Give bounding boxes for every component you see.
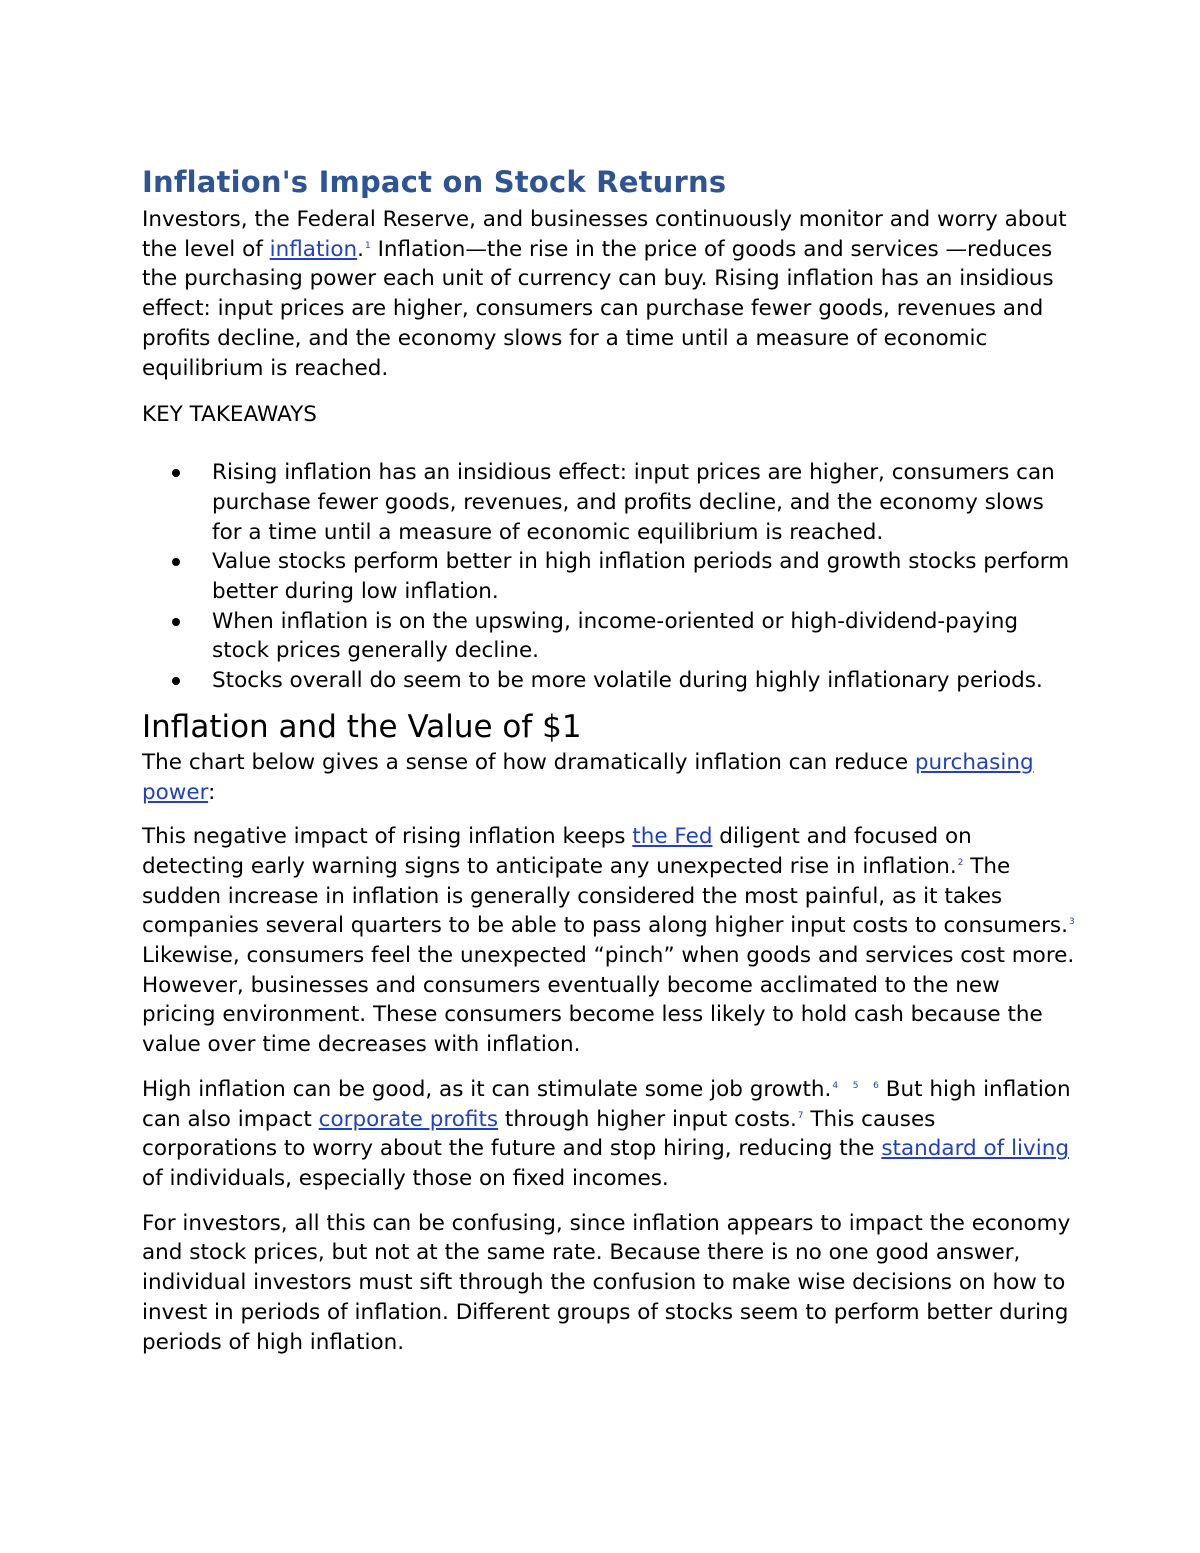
bullet-icon bbox=[172, 618, 180, 626]
intro-text-1: Investors, the Federal Reserve, and businesses continuously monitor and worry about the level of bbox=[142, 207, 1067, 262]
purchasing-power-link[interactable]: purchasing power bbox=[142, 749, 1034, 805]
investors-paragraph: For investors, all this can be confusing, since inflation appears to impact the economy and stock prices, but not at the same rate. Because there is no one good answer, individual investors must sift through the confusion to make wise decisions on how to invest in periods of inflation. Different groups of stocks seem to perform better during periods of high inflation. bbox=[142, 1210, 1071, 1355]
bullet-icon bbox=[172, 469, 180, 477]
bullet-icon bbox=[172, 558, 180, 566]
key-takeaways-label: KEY TAKEAWAYS bbox=[142, 402, 317, 428]
fed-text-2: diligent and focused on detecting early warning signs to anticipate any unexpected rise in inflation. bbox=[142, 824, 972, 879]
job-text-1: High inflation can be good, as it can stimulate some job growth. bbox=[142, 1076, 832, 1102]
intro-paragraph bbox=[142, 205, 1077, 383]
footnote-ref-4[interactable]: 4 bbox=[832, 1080, 839, 1091]
takeaway-item bbox=[142, 547, 1077, 606]
job-text-4: This causes corporations to worry about the future and stop hiring, reducing the bbox=[142, 1106, 936, 1162]
footnote-ref-3[interactable]: 3 bbox=[1068, 917, 1075, 928]
corporate-profits-link[interactable]: corporate profits bbox=[318, 1106, 499, 1132]
document-page bbox=[142, 163, 1077, 1357]
footnote-ref-5[interactable]: 5 bbox=[852, 1080, 859, 1091]
chart-intro-text-1: The chart below gives a sense of how dramatically inflation can reduce bbox=[142, 749, 915, 775]
intro-text-3: Inflation—the rise in the price of goods and services —reduces the purchasing power each unit of currency can buy. Rising inflation has an insidious effect: input prices are higher, consumers can purchase fewer goods, revenues and profits decline, and the economy slows for a time until a measure of economic equilibrium is reached. bbox=[142, 236, 1054, 381]
job-growth-paragraph bbox=[142, 1075, 1077, 1194]
fed-text-4: Likewise, consumers feel the unexpected “pinch” when goods and services cost more. However, businesses and consumers eventually become acclimated to the new pricing environment. These consumers become less likely to hold cash because the value over time decreases with inflation. bbox=[142, 943, 1075, 1058]
article-title: Inflation's Impact on Stock Returns bbox=[142, 165, 727, 199]
chart-intro-paragraph bbox=[142, 748, 1077, 807]
footnote-ref-6[interactable]: 6 bbox=[873, 1080, 879, 1091]
fed-text-1: This negative impact of rising inflation keeps bbox=[142, 824, 633, 850]
chart-intro-text-2: : bbox=[208, 779, 216, 805]
bullet-icon bbox=[172, 677, 180, 685]
takeaway-item bbox=[142, 607, 1077, 666]
the-fed-link[interactable]: the Fed bbox=[632, 824, 713, 850]
takeaway-text: When inflation is on the upswing, income-oriented or high-dividend-paying stock prices generally decline. bbox=[212, 608, 1018, 664]
takeaway-item bbox=[142, 458, 1077, 547]
section-heading: Inflation and the Value of $1 bbox=[142, 708, 582, 745]
job-text-2: But high inflation can also impact bbox=[142, 1076, 1071, 1132]
intro-text-2: . bbox=[357, 236, 364, 262]
footnote-ref-2[interactable]: 2 bbox=[957, 857, 964, 868]
inflation-link[interactable]: inflation bbox=[269, 236, 358, 262]
fed-text-3: The sudden increase in inflation is generally considered the most painful, as it takes companies several quarters to be able to pass along higher input costs to consumers. bbox=[142, 853, 1068, 939]
job-text-3: through higher input costs. bbox=[498, 1106, 797, 1132]
footnote-ref-1[interactable]: 1 bbox=[365, 240, 371, 251]
takeaway-item bbox=[142, 666, 1077, 696]
takeaway-text: Stocks overall do seem to be more volatile during highly inflationary periods. bbox=[212, 668, 1043, 694]
fed-paragraph bbox=[142, 822, 1077, 1060]
footnote-ref-7[interactable]: 7 bbox=[797, 1110, 804, 1121]
standard-of-living-link[interactable]: standard of living bbox=[881, 1136, 1070, 1162]
job-text-5: of individuals, especially those on fixed incomes. bbox=[142, 1165, 669, 1191]
key-takeaways-list bbox=[142, 458, 1077, 696]
takeaway-text: Value stocks perform better in high inflation periods and growth stocks perform better during low inflation. bbox=[212, 549, 1070, 605]
takeaway-text: Rising inflation has an insidious effect: input prices are higher, consumers can purchase fewer goods, revenues, and profits decline, and the economy slows for a time until a measure of economic equilibrium is reached. bbox=[212, 460, 1055, 545]
